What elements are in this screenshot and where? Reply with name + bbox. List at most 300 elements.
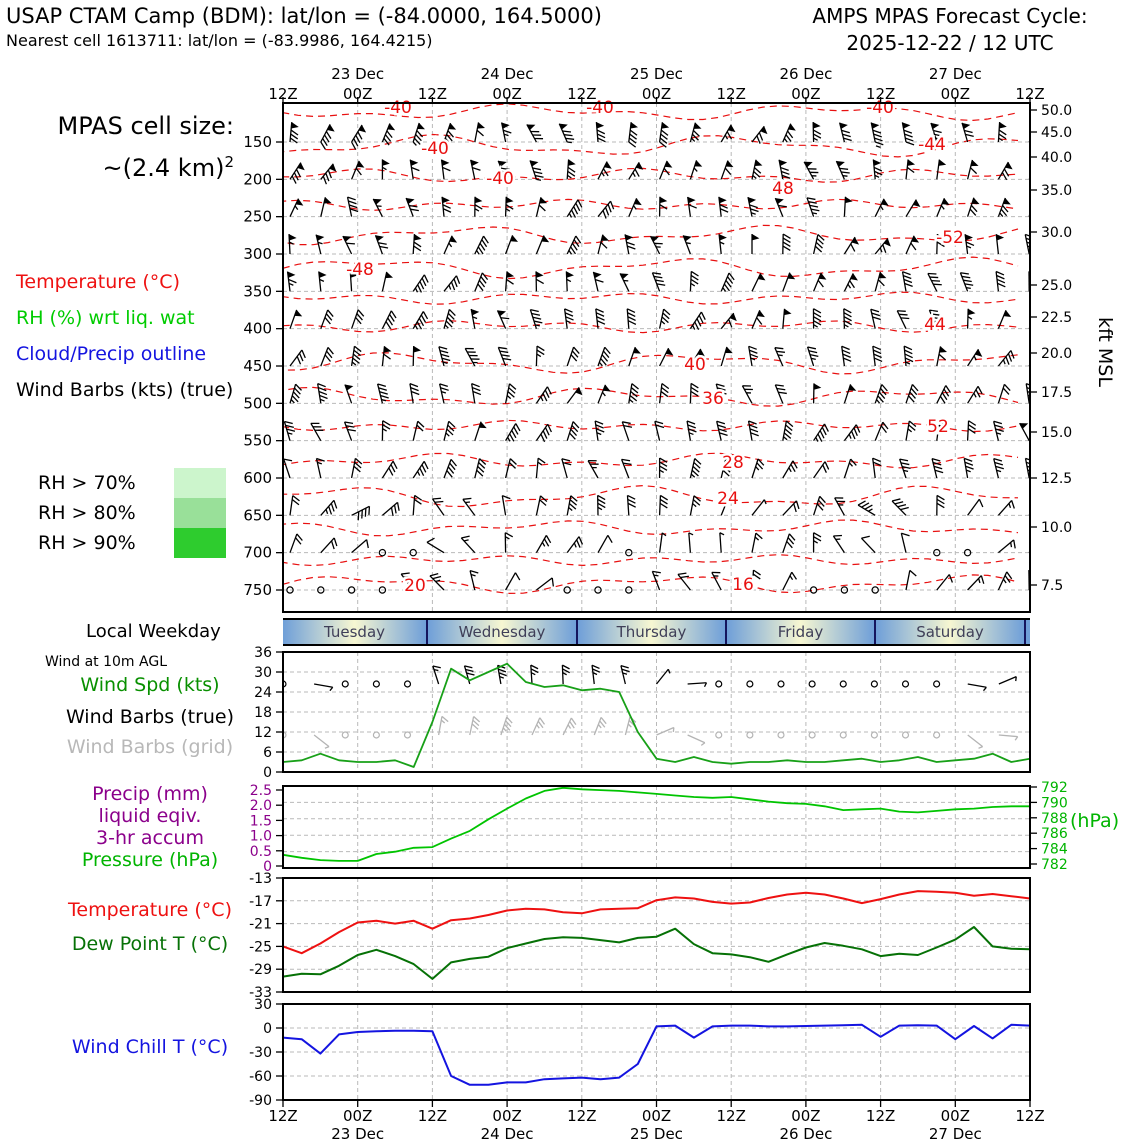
barb-full	[903, 276, 911, 279]
wind-barb	[321, 124, 335, 149]
wind-barb	[844, 384, 856, 403]
barb-full	[1011, 350, 1014, 358]
barb-staff	[903, 272, 906, 292]
wind-barb	[689, 533, 693, 553]
barb-half	[628, 724, 631, 727]
calm-circle	[342, 681, 348, 687]
wind-barb	[814, 533, 821, 553]
barb-staff	[652, 571, 659, 590]
barb-staff	[622, 459, 629, 478]
wind-barb	[775, 385, 786, 403]
barb-half	[291, 400, 294, 403]
barb-full	[348, 201, 356, 204]
barb-half	[413, 142, 416, 145]
wind-barb	[567, 236, 580, 254]
wind-barb	[778, 732, 784, 738]
barb-staff	[873, 458, 876, 478]
barb-pennant	[442, 160, 450, 166]
hpa-tick-label: 784	[1041, 841, 1068, 858]
barb-half	[673, 728, 674, 732]
wind-barb	[660, 348, 674, 366]
precip-tick-label: 0.5	[249, 843, 272, 860]
barb-pennant	[871, 122, 879, 128]
barb-full	[840, 168, 848, 169]
wind-barb	[875, 199, 889, 217]
barb-full	[691, 279, 698, 284]
barb-full	[901, 463, 909, 465]
barb-full	[391, 311, 396, 318]
wind-barb	[690, 123, 701, 142]
barb-full	[598, 499, 605, 503]
wind-barb	[996, 272, 1005, 292]
barb-full	[823, 465, 827, 473]
wind-barb	[352, 346, 362, 366]
barb-full	[842, 346, 850, 349]
barb-full	[318, 384, 326, 387]
barb-full	[874, 138, 882, 141]
wind-barb	[998, 350, 1014, 366]
wind-barb	[413, 495, 422, 515]
wind-chill-label: Wind Chill T (°C)	[71, 1036, 229, 1058]
wind-barb	[968, 349, 983, 366]
barb-full	[565, 313, 573, 316]
wind-barb	[688, 197, 697, 217]
wind-barb	[871, 122, 883, 147]
barb-full	[461, 536, 469, 538]
barb-staff	[873, 346, 875, 366]
barb-staff	[352, 458, 356, 478]
chill-tick-label: 0	[263, 1021, 272, 1037]
barb-full	[475, 205, 482, 209]
barb-staff	[998, 572, 1006, 590]
barb-full	[900, 459, 908, 461]
barb-pennant	[471, 309, 479, 315]
wind-barb	[620, 273, 629, 291]
calm-circle	[903, 732, 909, 738]
barb-pennant	[630, 122, 638, 128]
barb-full	[656, 425, 664, 427]
barb-full	[995, 425, 1003, 427]
barb-full	[904, 130, 912, 133]
barb-full	[996, 272, 1004, 275]
calm-circle	[809, 732, 815, 738]
barb-full	[378, 384, 386, 386]
barb-full	[391, 465, 395, 473]
barb-half	[325, 747, 329, 749]
barb-full	[564, 135, 572, 136]
barb-staff	[567, 387, 579, 403]
barb-staff	[968, 499, 980, 515]
wind-barb	[427, 538, 444, 552]
barb-full	[622, 669, 630, 671]
barb-full	[472, 168, 480, 171]
wind-barb	[433, 666, 441, 684]
barb-staff	[382, 272, 386, 291]
wind-barb	[318, 384, 328, 404]
wind-barb	[903, 732, 909, 738]
barb-full	[477, 130, 483, 136]
barb-full	[965, 284, 973, 285]
wind-barb	[783, 461, 797, 478]
temp-tick-label: -17	[249, 893, 272, 910]
wind-barb	[595, 421, 604, 441]
barb-full	[598, 138, 606, 142]
barb-full	[423, 311, 427, 318]
barb-full	[456, 276, 459, 284]
barb-staff	[814, 462, 825, 478]
barb-full	[435, 502, 444, 503]
wind-barb	[660, 458, 667, 478]
barb-full	[933, 131, 941, 133]
barb-half	[503, 728, 506, 731]
wind-barb	[932, 459, 943, 478]
barb-pennant	[719, 234, 727, 240]
barb-half	[654, 575, 659, 576]
wind-barb	[813, 122, 821, 142]
wind-barb	[442, 197, 451, 217]
barb-pennant	[410, 160, 418, 166]
barb-full	[964, 131, 972, 133]
kft-tick-label: 20.0	[1041, 346, 1073, 362]
barb-pennant	[536, 271, 543, 277]
wind-barb	[998, 540, 1015, 553]
barb-full	[793, 461, 797, 468]
calm-circle	[716, 681, 722, 687]
wind-barb	[906, 570, 916, 590]
barb-full	[627, 309, 635, 313]
barb-full	[818, 280, 823, 287]
barb-full	[999, 130, 1006, 135]
pressure-tick-label: 750	[243, 581, 272, 600]
wind-barb	[1030, 725, 1046, 735]
barb-full	[968, 425, 975, 430]
bottom-time-label: 00Z	[940, 1107, 970, 1125]
wind-barb	[475, 197, 483, 217]
barb-half	[449, 285, 451, 289]
barb-full	[536, 279, 543, 283]
wind-barb	[629, 198, 642, 216]
barb-full	[965, 134, 973, 136]
contour-layer	[283, 104, 1018, 594]
local-weekday-label: Local Weekday	[86, 621, 221, 642]
calm-circle	[373, 681, 379, 687]
barb-pennant	[291, 122, 299, 128]
barb-pennant	[1003, 198, 1011, 205]
barb-full	[534, 172, 542, 174]
barb-full	[750, 205, 758, 208]
barb-half	[979, 578, 980, 583]
pressure-tick-label: 700	[243, 543, 272, 562]
barb-full	[1032, 205, 1038, 211]
wind-barb	[352, 125, 367, 150]
barb-full	[1008, 354, 1011, 362]
barb-half	[983, 687, 986, 690]
barb-pennant	[1032, 197, 1040, 203]
wind-barb	[968, 499, 983, 515]
barb-staff	[290, 534, 297, 553]
barb-full	[334, 538, 337, 546]
barb-full	[597, 317, 605, 320]
barb-staff	[689, 533, 691, 553]
barb-half	[415, 288, 417, 292]
barb-full	[854, 428, 857, 436]
barb-pennant	[775, 198, 783, 204]
pressure-tick-label: 500	[243, 394, 272, 413]
wind-barb	[598, 347, 610, 366]
barb-full	[1002, 172, 1006, 179]
barb-full	[978, 386, 982, 394]
barb-staff	[595, 421, 598, 441]
contour-label: -48	[346, 260, 374, 280]
barb-layer	[284, 122, 1045, 593]
barb-full	[533, 317, 541, 319]
wind-barb	[352, 540, 369, 553]
barb-staff	[498, 347, 505, 366]
barb-full	[963, 280, 971, 281]
barb-full	[691, 387, 698, 392]
barb-full	[320, 395, 328, 398]
wind-barb	[807, 198, 819, 217]
barb-half	[633, 206, 636, 210]
barb-full	[535, 176, 543, 178]
kft-tick-label: 12.5	[1041, 471, 1073, 487]
pressure-tick-label: 450	[243, 357, 272, 376]
wind-barb	[683, 235, 691, 254]
barb-full	[300, 353, 303, 361]
barb-full	[441, 388, 449, 391]
barb-full	[1027, 466, 1035, 469]
top-date-label: 27 Dec	[928, 65, 982, 83]
wind-barb	[814, 462, 829, 478]
barb-full	[825, 462, 829, 470]
barb-full	[424, 461, 428, 469]
barb-full	[777, 389, 785, 390]
precip-label-line2: liquid eqiv.	[98, 805, 202, 827]
bottom-time-label: 00Z	[343, 1107, 373, 1125]
contour-label: 16	[732, 575, 754, 595]
barb-full	[325, 135, 330, 142]
barb-full	[328, 170, 331, 178]
wind-barb	[562, 665, 569, 684]
wind-barb	[342, 732, 348, 738]
bottom-time-label: 00Z	[641, 1107, 672, 1125]
barb-half	[507, 396, 511, 399]
barb-full	[478, 247, 483, 254]
barb-full	[844, 313, 852, 317]
barb-full	[754, 570, 761, 575]
barb-full	[929, 310, 937, 311]
barb-full	[439, 347, 447, 349]
wind-barb	[627, 309, 636, 329]
wind-barb	[660, 122, 670, 147]
barb-half	[629, 399, 633, 402]
barb-staff	[712, 572, 721, 590]
wind-barb	[629, 122, 638, 147]
wind-barb	[319, 271, 327, 291]
barb-half	[693, 504, 697, 507]
contour-label: 44	[924, 315, 946, 335]
barb-pennant	[625, 234, 633, 240]
barb-staff	[627, 495, 628, 515]
cell-size-line1: MPAS cell size:	[57, 112, 234, 140]
wind-barb	[345, 422, 356, 441]
bottom-time-label: 12Z	[1015, 1107, 1045, 1125]
barb-full	[592, 665, 599, 668]
barb-half	[691, 474, 694, 477]
barb-full	[628, 503, 636, 507]
barb-pennant	[881, 199, 889, 206]
barb-half	[446, 433, 449, 436]
barb-staff	[382, 311, 391, 329]
wind-barb	[373, 199, 382, 217]
wind-barb	[373, 732, 379, 738]
kft-tick-label: 50.0	[1041, 103, 1073, 119]
barb-staff	[536, 387, 547, 404]
barb-pennant	[359, 125, 366, 133]
barb-full	[379, 388, 387, 390]
wind-barb	[506, 424, 520, 442]
wind-barb	[592, 665, 600, 684]
wind-barb	[998, 162, 1012, 180]
barb-full	[386, 322, 391, 329]
top-date-label: 23 Dec	[331, 65, 385, 83]
wind-barb	[678, 573, 690, 590]
wind-barb	[721, 313, 737, 329]
kft-tick-label: 45.0	[1041, 125, 1073, 141]
barb-half	[542, 542, 544, 546]
page-title: USAP CTAM Camp (BDM): lat/lon = (-84.0000, 164.5000)	[6, 4, 602, 28]
wind-barb	[343, 236, 355, 254]
barb-half	[764, 500, 766, 504]
wind-barbs-grid-label: Wind Barbs (grid)	[66, 736, 234, 758]
barb-full	[1004, 169, 1008, 176]
barb-staff	[968, 386, 978, 403]
barb-pennant	[471, 160, 479, 166]
barb-half	[784, 437, 788, 440]
wind-barb	[567, 387, 582, 403]
barb-pennant	[666, 348, 674, 355]
barb-half	[668, 669, 670, 673]
wind-barb	[655, 421, 664, 440]
barb-staff	[1030, 668, 1040, 684]
barb-full	[380, 392, 388, 394]
wind-barb	[598, 162, 612, 180]
barb-full	[391, 508, 393, 516]
barb-staff	[352, 540, 367, 553]
wind-barb	[871, 681, 877, 687]
barb-full	[965, 462, 973, 465]
barb-pennant	[442, 197, 450, 203]
barb-half	[598, 724, 601, 727]
barb-staff	[968, 421, 969, 441]
wind-barb	[748, 197, 759, 217]
wind-barb	[382, 272, 393, 291]
barb-staff	[352, 506, 370, 515]
barb-staff	[536, 535, 546, 552]
barb-full	[878, 280, 884, 286]
barb-staff	[382, 346, 384, 366]
barb-full	[933, 284, 942, 285]
wind-barb	[996, 234, 1004, 254]
wind-barb	[719, 197, 728, 217]
barb-full	[697, 319, 701, 327]
barb-full	[470, 571, 478, 573]
barb-full	[635, 169, 639, 177]
barb-full	[326, 131, 331, 138]
barb-full	[499, 673, 507, 676]
barb-full	[622, 422, 630, 424]
barb-pennant	[758, 273, 766, 280]
wind-barb	[311, 423, 324, 440]
barb-half	[979, 747, 983, 749]
barb-full	[411, 167, 419, 170]
barb-pennant	[760, 126, 767, 134]
wind-tick-label: 30	[254, 665, 272, 681]
barb-pennant	[382, 159, 389, 165]
barb-full	[510, 434, 514, 441]
barb-full	[395, 505, 397, 513]
barb-full	[898, 505, 906, 507]
barb-full	[691, 383, 698, 388]
barb-staff	[314, 684, 333, 687]
wind-barb	[506, 573, 520, 590]
barb-staff	[968, 684, 987, 687]
barb-staff	[717, 421, 722, 440]
barb-half	[418, 471, 420, 475]
contour-label: 36	[702, 389, 724, 409]
wind-barb	[660, 161, 673, 179]
barb-pennant	[507, 271, 515, 277]
wind-barb	[994, 421, 1004, 440]
wind-barb	[1020, 423, 1030, 441]
barb-full	[843, 358, 851, 361]
barb-full	[934, 466, 942, 468]
barb-full	[302, 350, 305, 358]
wind-barb	[813, 309, 821, 329]
wind-barb	[471, 160, 481, 180]
barb-full	[539, 205, 545, 211]
barb-staff	[932, 459, 937, 478]
barb-pennant	[779, 160, 787, 166]
barb-staff	[562, 459, 567, 478]
barb-full	[568, 171, 575, 176]
weekday-segment: Tuesday	[283, 620, 426, 644]
barb-full	[596, 313, 604, 316]
barb-pennant	[603, 385, 611, 392]
barb-full	[858, 501, 865, 505]
calm-circle	[716, 732, 722, 738]
barb-half	[1016, 677, 1017, 681]
barb-full	[348, 197, 356, 200]
barb-full	[814, 533, 821, 537]
wind-barb	[464, 666, 474, 684]
barb-half	[877, 400, 880, 404]
barb-half	[784, 138, 787, 142]
barb-full	[597, 130, 605, 134]
barb-full	[750, 429, 758, 432]
wind-barb	[937, 495, 945, 515]
wind-barb	[530, 310, 542, 329]
wind-barb	[629, 162, 643, 179]
barb-staff	[413, 311, 423, 328]
top-time-label: 12Z	[417, 85, 448, 103]
barb-full	[783, 238, 790, 242]
wind-barb	[937, 198, 950, 216]
barb-staff	[690, 383, 691, 403]
wind-tick-label: 6	[263, 745, 272, 761]
barb-full	[358, 132, 362, 140]
barb-full	[443, 167, 451, 170]
